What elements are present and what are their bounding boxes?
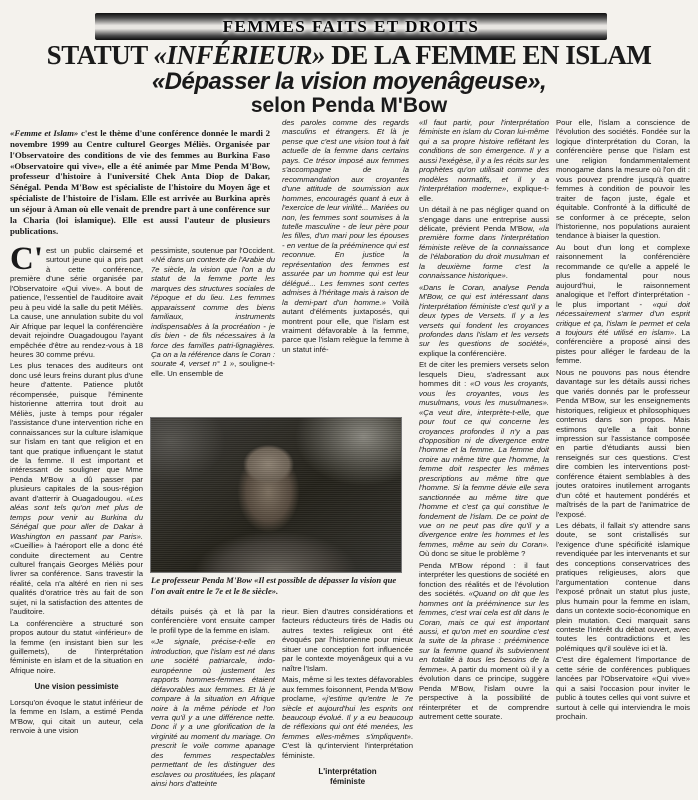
main-headline bbox=[0, 42, 698, 69]
paragraph bbox=[10, 246, 143, 359]
section-banner-label: FEMMES FAITS ET DROITS bbox=[222, 16, 480, 36]
subhead-une-vision-pessimiste: Une vision pessimiste bbox=[34, 682, 119, 692]
quote-text: «qui doit nécessairement s'armer d'un esprit critique et ça, l'islam le permet et cela a toujours été utilisé en islam» bbox=[556, 299, 690, 337]
paragraph-text: , souligne-t-elle. Un ensemble de bbox=[151, 359, 275, 378]
paragraph bbox=[556, 118, 690, 241]
paragraph bbox=[556, 243, 690, 366]
paragraph-text: C'est dire également l'importance de cette série de conférences publiques lancées par l'Observatoire «Qui vive» qui a saisi l'occasion pour inviter le public à toutes celles qui vont suivre et surtout à celle qui interviendra le mois prochain. bbox=[556, 655, 690, 722]
paragraph-text: , explique la conférencière. bbox=[419, 339, 549, 358]
body-column-3-lower bbox=[282, 607, 413, 797]
paragraph-text: Les plus tenaces des auditeurs ont donc usé leurs freins durant plus d'une heure d'attente. Patience plutôt récompensée, puisque l'éminente historienne atterrira tout droit au Méliès, juste à temps pour régaler l'assistance d'une intervention riche en connaissances sur la culture islamique sur l'islam en tant que religion et en tant que pratique influençant le statut de la femme. Il est important et intéressant de souligner que Mme Penda M'Bow a dû passer par plusieurs capitales de la sous-région avant d'atterrir à Ouagadougou. bbox=[10, 361, 143, 503]
quote-text: «j'estime qu'entre le 7e siècle et aujourd'hui les esprits ont beaucoup évolué. Il y a eu beaucoup de réflexions qui ont été menées, les femmes elles-mêmes s'impliquent» bbox=[282, 694, 413, 741]
paragraph-text: «Cueillie» à l'aéroport elle a donc été conduite directement au Centre culturel français Georges Méliès pour livrer sa conférence. Sans travestir la réalité, cela n'a altéré en rien ni ses qualités d'oratrice très au fait de son sujet, ni la satisfaction des attentes de l'auditoire. bbox=[10, 541, 143, 617]
penda-mbow-photo bbox=[151, 418, 401, 572]
paragraph-text: Penda M'Bow répond : il faut interpréter les questions de société en fonction des réalités et de l'évolution des sociétés. bbox=[419, 560, 549, 599]
paragraph-text: . La conférencière a proposé ainsi des pistes pour alléger le fardeau de la femme. bbox=[556, 327, 690, 366]
sub-headline-byline: selon Penda M'Bow bbox=[250, 94, 448, 117]
paragraph-text: La conférencière a structuré son propos autour du statut «inférieur» de la femme (en insistant bien sur les guillemets), de l'interprétation féministe en islam et de la situation en Afrique noire. bbox=[10, 618, 143, 675]
quote-text: «la première forme dans l'interprétation féministe relève de la connaissance de l'élaboration du droit musulman et la deuxième forme c'est la connaissance historique» bbox=[419, 223, 549, 281]
paragraph-text: Et de citer les premiers versets selon lesquels Dieu, s'adressant aux hommes dit : bbox=[419, 360, 549, 389]
paragraph-text: . A partir du moment où il y a évolution dans ce principe, suggère Penda M'Bow, l'islam ouvre la perspective à la possibilité de réinterpréter et de comprendre autrement cette sourate. bbox=[419, 664, 549, 722]
paragraph bbox=[556, 521, 690, 653]
paragraph-text: Un détail à ne pas négliger quand on s'engage dans une entreprise aussi délicate, prévient Penda M'Bow, bbox=[419, 205, 549, 233]
paragraph bbox=[10, 698, 143, 736]
paragraph-text: Au bout d'un long et complexe raisonnement la conférencière recommande ce qu'elle a appelé le plus fondamental pour nous aujourd'hui, le raisonnement analogique et l'effort d'interprétation - le plus important - bbox=[556, 242, 690, 309]
subhead-interpretation-feministe: L'interprétation féministe bbox=[318, 767, 377, 786]
paragraph-text: Voilà autant d'éléments juxtaposés, qui montrent pour elle, que l'islam est vraiment défavorable à la femme, parce que l'islam relègue la femme à un statut infé- bbox=[282, 297, 409, 354]
body-column-5 bbox=[556, 118, 690, 798]
quote-text: «Quand on dit que les hommes ont la prééminence sur les femmes, c'est vrai cela est dit dans le Coran, mais ce qui est important aussi, et qu'on met en sourdine c'est la suite de la phrase : prééminence sur la femme quand ils subviennent en totalité à tous les besoins de la femme» bbox=[419, 589, 549, 674]
paragraph bbox=[419, 561, 549, 722]
headline-suffix: DE LA FEMME EN ISLAM bbox=[325, 40, 652, 70]
paragraph bbox=[419, 205, 549, 281]
headline-quote: «INFÉRIEUR» bbox=[153, 40, 326, 70]
paragraph-text: pessimiste, soutenue par l'Occident. bbox=[151, 246, 275, 255]
lede-text: c'est le thème d'une conférence donnée le mardi 2 novembre 1999 au Centre culturel Georges Méliès. Organisée par l'Observatoire des conditions de vie des femmes au Burkina Faso «Observatoire qui vive», elle a été animée par Mme Penda M'Bow, professeur d'histoire à l'université Chek Anta Diop de Dakar, Sénégal. Penda M'Bow est spécialiste de l'histoire du Moyen âge et spécialiste de l'histoire de l'islam. Elle est arrivée au Burkina après un séjour à Aman où elle venait de prendre part à une conférence sur la Charia (loi islamique). Elle est aussi l'auteur de plusieurs publications. bbox=[10, 127, 270, 236]
paragraph bbox=[282, 118, 409, 354]
section-banner bbox=[95, 13, 607, 40]
quote-text: «Né dans un contexte de l'Arabie du 7e siècle, la vision que l'on a du statut de la femme porte les marques des structures sociales de l'époque et du lieu. Les femmes apparaissent comme des biens familiaux, instruments indispensables à la procréation - je dis bien - de fils nécessaires à la force des familles patri-lignagières. Ça on a la référence dans le Coran : sourate 4, verset n° 1 » bbox=[151, 255, 275, 369]
paragraph-text: . C'est là qu'intervient l'interprétation féministe. bbox=[282, 731, 413, 760]
quote-text: «O vous les croyants, vous les croyantes, vous les musulmans, vous les musulmanes». «Ça veut dire, interprète-t-elle, que pour tout ce qui concerne les croyances profondes il n'y a pas d'opposition ni de divergence entre l'homme et la femme. La femme doit croire au même titre que l'homme, la femme doit respecter les mêmes prescriptions au même titre que l'homme. Si la femme dévie elle sera sanctionnée au même titre que l'homme et c'est ça qui constitue le fondement de l'islam. De ce point de vue on ne peut pas dire qu'il y a divergence entre les hommes et les femmes, même au sein du Coran». bbox=[419, 379, 549, 549]
paragraph bbox=[151, 246, 275, 378]
drop-cap: C' bbox=[10, 246, 43, 277]
paragraph-text: Les débats, il fallait s'y attendre sans doute, se sont cristallisés sur l'exigence d'une spécificité islamique revendiquée par les intervenants et sur des conceptions conservatrices des pratiques religieuses, alors que l'argumentation contenue dans l'exposé prônait un statut plus juste, plus humain pour la femme en islam, dans un contexte socio-économique en plein mutation. Ceci marquait sans conteste l'intérêt du débat ouvert, avec toutes les contradictions et les polémiques qu'il soulève ici et là. bbox=[556, 521, 690, 653]
paragraph-text: Nous ne pouvons pas nous étendre davantage sur les détails aussi riches que variés donnés par le professeur Penda M'Bow, sur les enseignements historiques, religieux et philosophiques contenus dans son propos. Mais estimons qu'elle a fait bonne impression sur l'assistance composée en partie d'étudiants aussi bien renseignés sur ces questions. C'est dire combien les interventions post-conférence étaient semblables à des joutes oratoires inutilement arrogants d'un côté et hautement pondérés et maîtrisés de la part de l'animatrice de l'exposé. bbox=[556, 367, 690, 519]
paragraph bbox=[10, 361, 143, 616]
paragraph-text: . bbox=[505, 271, 508, 281]
paragraph-text: Pour elle, l'islam a conscience de l'évolution des sociétés. Fondée sur la logique d'interprétation du Coran, la conférencière pense que l'islam est une religion fondammentalement monogame dans la mesure où l'on dit : vous pouvez prendre jusqu'à quatre femmes à condition de pouvoir les traiter de façon juste, égale et équitable. Confronté à la difficulté de se conformer à ce précepte, selon l'historienne, nos populations auraient tendance à biaiser la question. bbox=[556, 118, 690, 241]
paragraph-text: rieur. Bien d'autres considérations et facteurs réducteurs tirés de Hadis ou autres textes religieux ont été évoqués par l'historienne pour mieux situer une conception fort influencée par le contexte moyenâgeux qui a vu naître l'Islam. bbox=[282, 607, 413, 673]
body-column-1 bbox=[10, 246, 143, 796]
body-column-2-upper bbox=[151, 246, 275, 416]
paragraph bbox=[556, 368, 690, 519]
sub-headline: «Dépasser la vision moyenâgeuse», bbox=[151, 68, 547, 95]
lede-lead-quote: «Femme et Islam» bbox=[10, 127, 81, 138]
body-column-3-upper bbox=[282, 118, 409, 416]
paragraph bbox=[556, 655, 690, 721]
paragraph-text: Lorsqu'on évoque le statut inférieur de la femme en Islam, a estimé Penda M'Bow, qui citait un auteur, cela renvoie à une vision bbox=[10, 697, 143, 736]
paragraph bbox=[282, 675, 413, 760]
paragraph bbox=[419, 360, 549, 559]
quote-text: «Je signale, précise-t-elle en introduction, que l'islam est né dans une société patriarcale, indo-européenne où justement les rapports hommes-femmes étaient défavorables aux femmes. Et là je compare à la situation en Afrique noire à la même période et l'on verra qu'il y a une différence nette. Donc il y a une glorification de la virginité au moment du mariage. On prescrit le voile comme apanage des femmes respectables permettant de les distinguer des esclaves ou prostituées, les plaçant ainsi hors d'atteinte bbox=[151, 637, 275, 789]
paragraph bbox=[151, 607, 275, 635]
quote-text: «Il faut partir, pour l'interprétation féministe en islam du Coran lui-même qui a sa propre histoire reflétant les conditions de son émergence. Il y a aussi l'exégèse, il y a les récits sur les prophètes qu'on utilisait comme des modèles normatifs, et il y a l'interprétation moderne» bbox=[419, 118, 549, 194]
paragraph bbox=[419, 118, 549, 203]
paragraph-text: Mais, même si les textes défavorables aux femmes foisonnent, Penda M'Bow proclame, bbox=[282, 675, 413, 704]
paragraph-text: est un public clairsemé et surtout jeune qui a pris part à cette conférence, première d'une série organisée par l'Observatoire «Qui vive». A bout de patience, l'essentiel de l'auditoire avait peu à peu vidé la salle du petit Méliès. La cause, une annulation subite du vol Air Afrique par lequel la conférencière devait rejoindre Ouagadougou l'ayant empêchée d'être au rendez-vous à 18 heures 30 comme prévu. bbox=[10, 246, 143, 359]
paragraph bbox=[10, 619, 143, 676]
paragraph-text: , explique-t-elle. bbox=[419, 184, 549, 203]
quote-text: «Dans le Coran, analyse Penda M'Bow, ce qui est intéressant dans l'interprétation féministe c'est qu'il y a deux types de Versets. Il y a les versets qui fondent les croyances profondes dans l'islam et les versets sur les questions de société» bbox=[419, 282, 549, 349]
paragraph-text: Où donc se situe le problème ? bbox=[419, 549, 526, 559]
paragraph bbox=[419, 283, 549, 359]
lede-paragraph bbox=[10, 128, 270, 248]
quote-text: des paroles comme des regards masculins et étrangers. Et là je pense que c'est une vision tout à fait actuelle de la femme dans certains pays. Ce trésor imposé aux femmes s'accompagne de la recommandation aux croyantes d'une attitude de soumission aux hommes, encouragés quant à eux à l'exercice de leur virilité... Mariées ou non, les femmes sont soumises à la tutelle masculine - de leur père pour les filles, d'un mari pour les épouses - en vertue de la prééminence qui est reconnue. En justice la représentation des femmes est assurée par un homme qui est leur délégué... Les femmes sont certes admises à l'héritage mais à raison de la demi-part d'un homme.» bbox=[282, 118, 409, 307]
body-column-4 bbox=[419, 118, 549, 798]
paragraph bbox=[282, 607, 413, 673]
quote-text: «Les aléas sont tels qu'on met plus de temps pour venir au Burkina du Sénégal que pour aller de Dakar à Washington en passant par Paris». bbox=[10, 493, 143, 541]
body-column-2-lower bbox=[151, 607, 275, 797]
photo-caption: Le professeur Penda M'Bow «Il est possible de dépasser la vision que l'on avait entre le 7e et le 8e siècle». bbox=[151, 575, 397, 596]
headline-prefix: STATUT bbox=[46, 40, 154, 70]
paragraph-text: détails puisés çà et là par la conférencière vont ensuite camper le profil type de la femme en islam. bbox=[151, 607, 275, 635]
paragraph bbox=[151, 637, 275, 788]
